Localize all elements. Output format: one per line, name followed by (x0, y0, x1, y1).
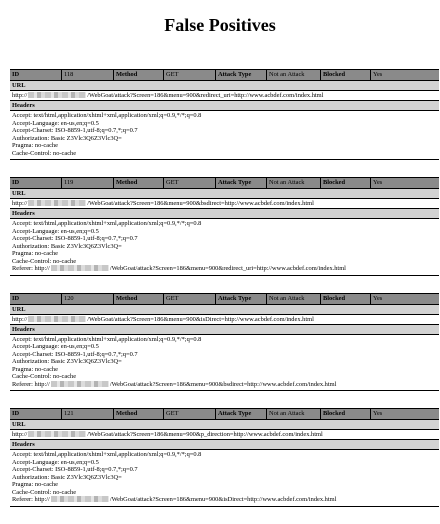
header-line: Accept-Language: en-us,en;q=0.5 (12, 119, 99, 127)
method-value: GET (164, 409, 216, 419)
header-line: Cache-Control: no-cache (12, 149, 77, 157)
attack-type-label: Attack Type (216, 178, 267, 188)
url-value (10, 91, 439, 101)
headers-list (10, 111, 439, 159)
headers-section-label: Headers (10, 209, 439, 219)
method-label: Method (114, 409, 164, 419)
record-table (10, 293, 439, 392)
url-value (10, 315, 439, 325)
id-label: ID (10, 294, 62, 304)
url-path: /WebGoat/attack?Screen=186&menu=900&p_direction=http://www.acbdef.com/index.html (87, 431, 323, 438)
url-path: /WebGoat/attack?Screen=186&menu=900&bsdirect=http://www.acbdef.com/index.html (87, 200, 314, 207)
blocked-label: Blocked (321, 409, 371, 419)
header-line: Accept-Charset: ISO-8859-1,utf-8;q=0.7,*;q=0.7 (12, 127, 138, 134)
records-list (10, 69, 439, 524)
redacted-host (28, 92, 86, 98)
header-line: Authorization: Basic Z3Vlc3Q6Z3Vlc3Q= (12, 358, 122, 365)
attack-type-label: Attack Type (216, 70, 267, 80)
url-prefix: http:// (12, 92, 28, 99)
referer-prefix: Referer: http:// (12, 380, 50, 388)
header-line: Authorization: Basic Z3Vlc3Q6Z3Vlc3Q= (12, 242, 122, 250)
id-label: ID (10, 409, 62, 419)
redacted-host (51, 381, 109, 387)
header-line: Pragma: no-cache (12, 365, 58, 373)
id-label: ID (10, 178, 62, 188)
headers-section-label: Headers (10, 440, 439, 450)
blocked-label: Blocked (321, 70, 371, 80)
method-value: GET (164, 294, 216, 304)
url-path: /WebGoat/attack?Screen=186&menu=900&isDirect=http://www.acbdef.com/index.html (87, 315, 314, 323)
url-section-label: URL (10, 420, 439, 430)
record-header-row (10, 294, 439, 305)
header-line: Accept-Charset: ISO-8859-1,utf-8;q=0.7,*;q=0.7 (12, 235, 138, 242)
id-value: 120 (62, 294, 114, 304)
header-line: Accept: text/html,application/xhtml+xml,application/xml;q=0.9,*/*;q=0.8 (12, 220, 202, 227)
referer-path: /WebGoat/attack?Screen=186&menu=900&bsdirect=http://www.acbdef.com/index.html (109, 380, 337, 388)
page-title: False Positives (164, 15, 276, 35)
method-label: Method (114, 70, 164, 80)
headers-list (10, 335, 439, 391)
attack-type-value: Not an Attack (267, 294, 321, 304)
blocked-value: Yes (373, 71, 383, 78)
id-label: ID (10, 70, 62, 80)
method-value: GET (164, 178, 216, 188)
id-value: 118 (62, 70, 114, 80)
header-line: Accept: text/html,application/xhtml+xml,application/xml;q=0.9,*/*;q=0.8 (12, 335, 202, 343)
record-header-row (10, 70, 439, 81)
header-line: Pragma: no-cache (12, 250, 58, 257)
record-table (10, 69, 439, 160)
header-line: Authorization: Basic Z3Vlc3Q6Z3Vlc3Q= (12, 473, 122, 481)
header-line: Pragma: no-cache (12, 481, 58, 488)
record-header-row (10, 178, 439, 189)
url-prefix: http:// (12, 315, 28, 323)
id-value: 121 (62, 409, 114, 419)
blocked-value: Yes (373, 410, 383, 417)
redacted-host (51, 496, 109, 502)
url-section-label: URL (10, 81, 439, 91)
referer-line (12, 496, 437, 504)
url-section-label: URL (10, 189, 439, 199)
headers-section-label: Headers (10, 325, 439, 335)
headers-list (10, 450, 439, 506)
blocked-value: Yes (373, 294, 383, 302)
method-label: Method (114, 294, 164, 304)
header-line: Pragma: no-cache (12, 142, 58, 149)
method-value: GET (164, 70, 216, 80)
redacted-host (51, 265, 109, 271)
url-value (10, 430, 439, 440)
headers-list (10, 219, 439, 275)
record-table (10, 408, 439, 507)
header-line: Accept-Language: en-us,en;q=0.5 (12, 343, 99, 350)
attack-type-label: Attack Type (216, 294, 267, 304)
header-line: Cache-Control: no-cache (12, 257, 77, 265)
attack-type-value: Not an Attack (267, 409, 321, 419)
header-line: Accept: text/html,application/xhtml+xml,application/xml;q=0.9,*/*;q=0.8 (12, 112, 202, 119)
attack-type-value: Not an Attack (267, 70, 321, 80)
url-prefix: http:// (12, 200, 28, 207)
header-line: Accept-Charset: ISO-8859-1,utf-8;q=0.7,*;q=0.7 (12, 466, 138, 473)
blocked-label: Blocked (321, 178, 371, 188)
header-line: Cache-Control: no-cache (12, 373, 77, 380)
header-line: Accept-Language: en-us,en;q=0.5 (12, 227, 99, 235)
url-prefix: http:// (12, 431, 28, 438)
referer-prefix: Referer: http:// (12, 265, 50, 272)
redacted-host (28, 431, 86, 437)
redacted-host (28, 316, 86, 322)
header-line: Accept-Language: en-us,en;q=0.5 (12, 458, 99, 466)
header-line: Accept: text/html,application/xhtml+xml,application/xml;q=0.9,*/*;q=0.8 (12, 451, 202, 458)
blocked-label: Blocked (321, 294, 371, 304)
blocked-value: Yes (373, 179, 383, 186)
referer-path: /WebGoat/attack?Screen=186&menu=900&redirect_uri=http://www.acbdef.com/index.html (109, 265, 346, 272)
redacted-host (28, 200, 86, 206)
referer-path: /WebGoat/attack?Screen=186&menu=900&isDirect=http://www.acbdef.com/index.html (109, 496, 337, 503)
referer-prefix: Referer: http:// (12, 496, 50, 503)
method-label: Method (114, 178, 164, 188)
header-line: Authorization: Basic Z3Vlc3Q6Z3Vlc3Q= (12, 134, 122, 142)
referer-line (12, 265, 437, 273)
url-value (10, 199, 439, 209)
id-value: 119 (62, 178, 114, 188)
attack-type-value: Not an Attack (267, 178, 321, 188)
referer-line (12, 381, 437, 389)
record-table (10, 177, 439, 276)
record-header-row (10, 409, 439, 420)
url-path: /WebGoat/attack?Screen=186&menu=900&redirect_uri=http://www.acbdef.com/index.html (87, 92, 324, 99)
attack-type-label: Attack Type (216, 409, 267, 419)
header-line: Accept-Charset: ISO-8859-1,utf-8;q=0.7,*;q=0.7 (12, 350, 138, 358)
url-section-label: URL (10, 305, 439, 315)
header-line: Cache-Control: no-cache (12, 488, 77, 496)
headers-section-label: Headers (10, 101, 439, 111)
